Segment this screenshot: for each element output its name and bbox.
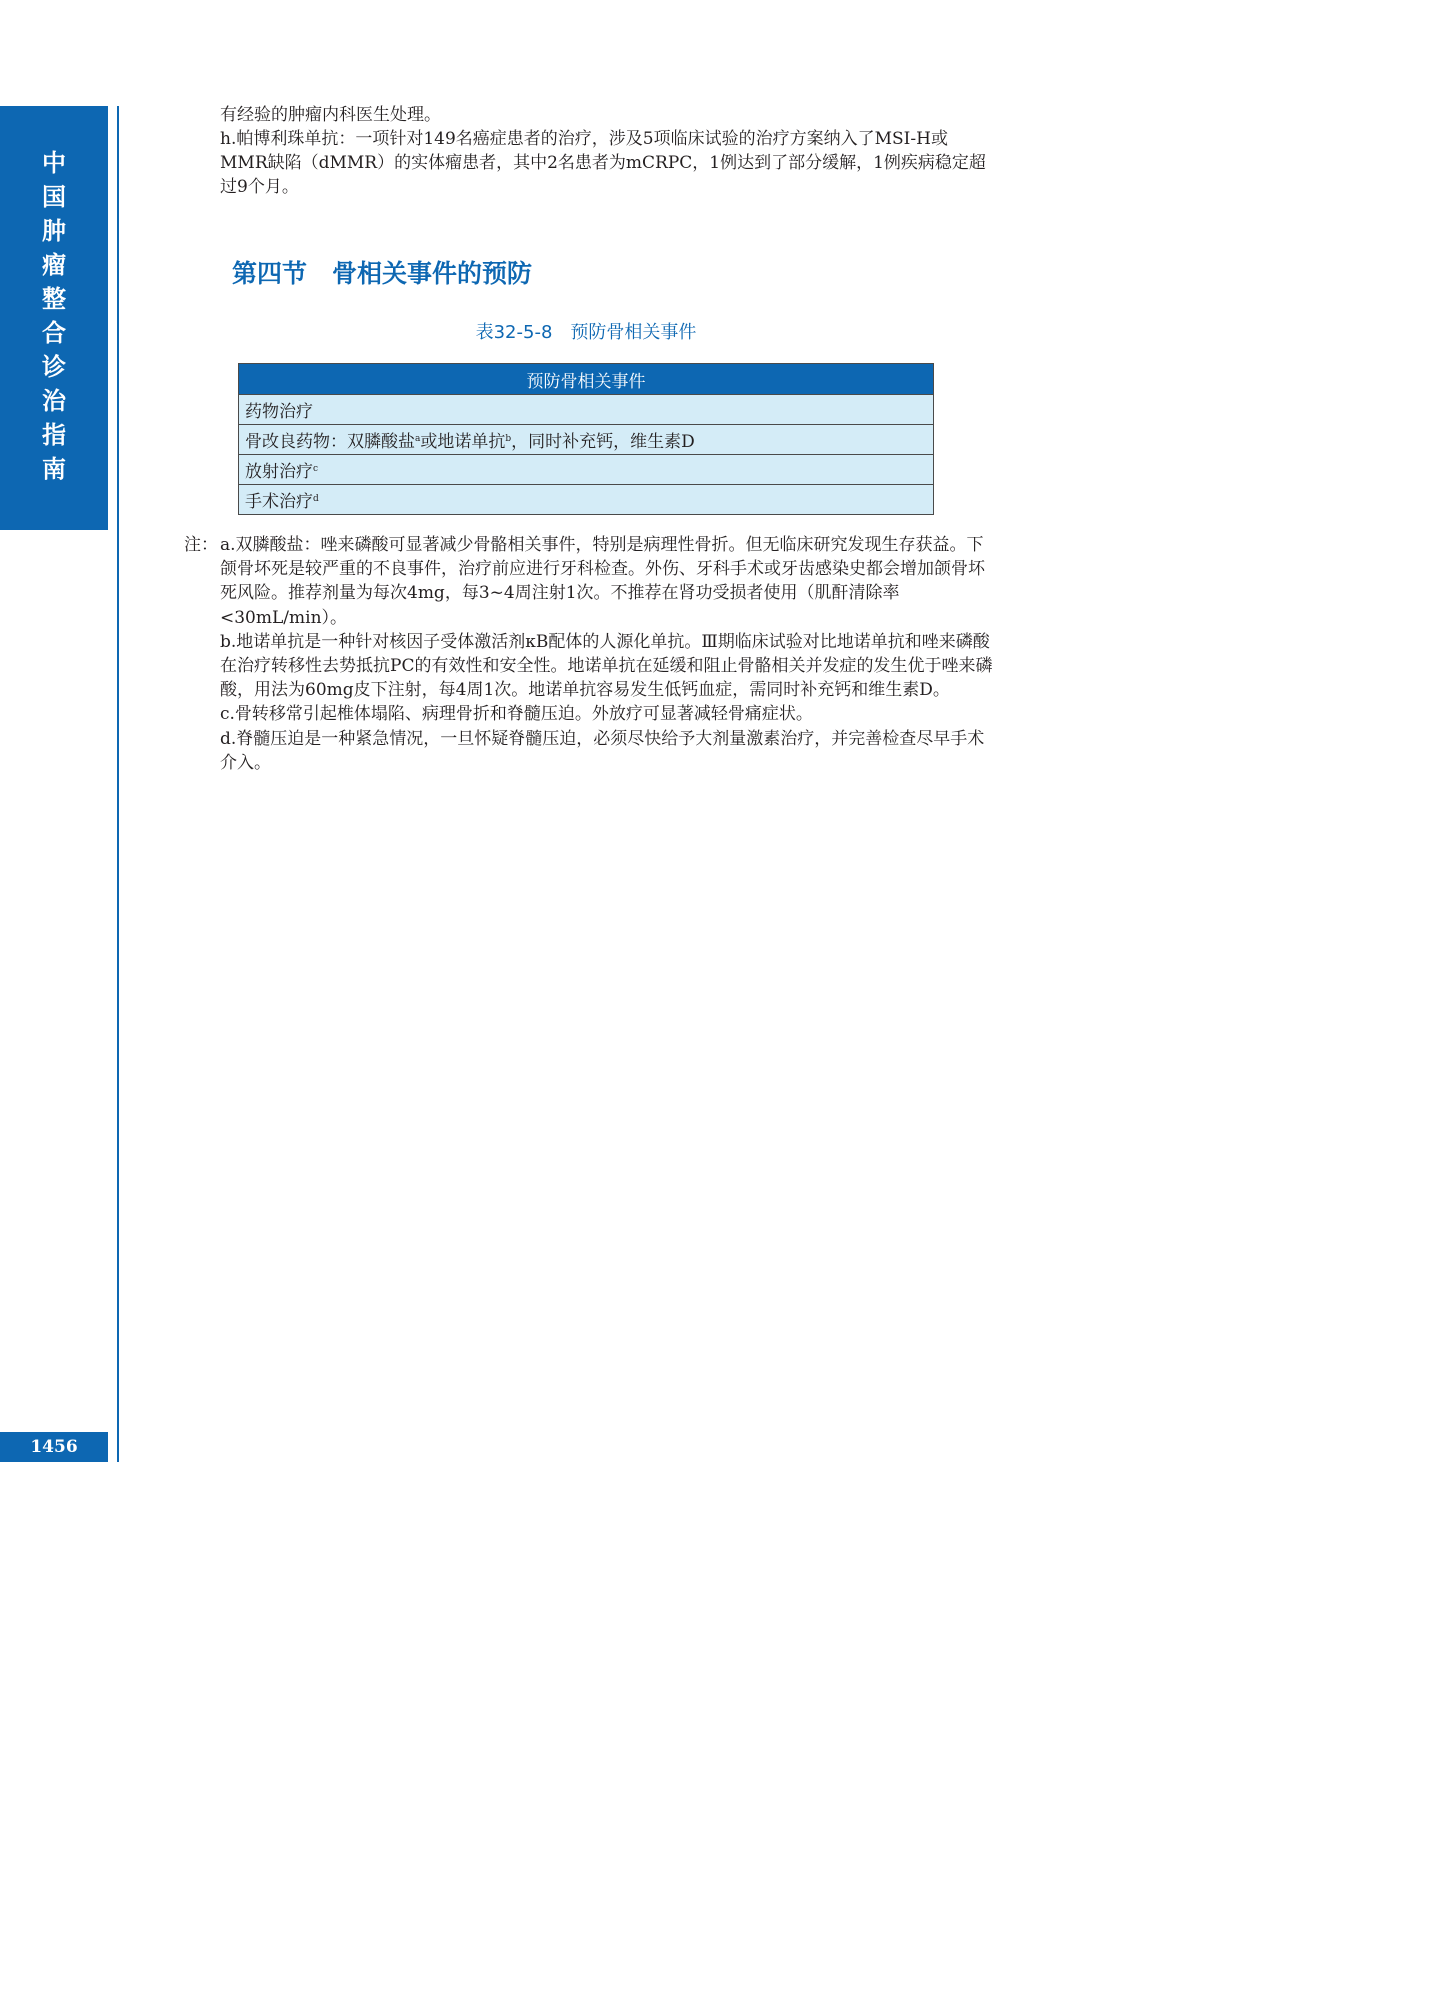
note-text: a.双膦酸盐：唑来磷酸可显著减少骨骼相关事件，特别是病理性骨折。但无临床研究发现生存获益。下颌骨坏死是较严重的不良事件，治疗前应进行牙科检查。外伤、牙科手术或牙齿感染史都会增加颌骨坏死风险。推荐剂量为每次4mg，每3~4周注射1次。不推荐在肾功受损者使用（肌酐清除率<30mL/min）。 (220, 535, 985, 628)
cell-text: 骨改良药物：双膦酸盐 (245, 432, 415, 452)
table-cell (239, 485, 934, 515)
table-notes (184, 533, 995, 775)
table-row (239, 455, 934, 485)
cell-text: ，同时补充钙，维生素D (511, 432, 695, 452)
book-title-char: 中 (42, 149, 66, 177)
section-title: 第四节 骨相关事件的预防 (232, 259, 533, 288)
book-title-vertical (0, 146, 108, 486)
table-row (239, 485, 934, 515)
footnote-marker: b (505, 434, 512, 444)
book-title-char: 诊 (42, 353, 66, 381)
book-title-char: 国 (42, 183, 66, 211)
table-cell (239, 455, 934, 485)
book-title-char: 整 (42, 285, 66, 313)
body-paragraph-continuation: 有经验的肿瘤内科医生处理。 (220, 105, 441, 125)
margin-rule (117, 106, 119, 1462)
table-header: 预防骨相关事件 (239, 364, 934, 395)
table-row (239, 395, 934, 425)
footnote-marker: c (313, 464, 319, 474)
cell-text: 手术治疗 (245, 492, 313, 512)
book-title-char: 南 (42, 455, 66, 483)
notes-label: 注： (184, 535, 218, 555)
body-paragraph-pembrolizumab: h.帕博利珠单抗：一项针对149名癌症患者的治疗，涉及5项临床试验的治疗方案纳入了MSI-H或MMR缺陷（dMMR）的实体瘤患者，其中2名患者为mCRPC，1例达到了部分缓解，1例疾病稳定超过9个月。 (220, 129, 986, 197)
book-title-char: 治 (42, 387, 66, 415)
table-header-row (239, 364, 934, 395)
cell-text: 或地诺单抗 (420, 432, 506, 452)
page-number: 1456 (0, 1432, 108, 1462)
book-title-char: 瘤 (42, 251, 66, 279)
note-d: d.脊髓压迫是一种紧急情况，一旦怀疑脊髓压迫，必须尽快给予大剂量激素治疗，并完善检查尽早手术介入。 (220, 728, 985, 773)
book-title-char: 肿 (42, 217, 66, 245)
table-cell (239, 425, 934, 455)
table-row (239, 425, 934, 455)
note-a (184, 533, 995, 630)
note-c: c.骨转移常引起椎体塌陷、病理骨折和脊髓压迫。外放疗可显著减轻骨痛症状。 (220, 704, 813, 725)
side-tab (0, 106, 108, 530)
table-cell: 药物治疗 (239, 395, 934, 425)
table-caption: 表32-5-8 预防骨相关事件 (475, 322, 697, 343)
footnote-marker: d (313, 494, 319, 504)
book-title-char: 指 (42, 421, 66, 449)
note-b: b.地诺单抗是一种针对核因子受体激活剂κB配体的人源化单抗。Ⅲ期临床试验对比地诺单抗和唑来磷酸在治疗转移性去势抵抗PC的有效性和安全性。地诺单抗在延缓和阻止骨骼相关并发症的发生优于唑来磷酸，用法为60mg皮下注射，每4周1次。地诺单抗容易发生低钙血症，需同时补充钙和维生素D。 (220, 631, 993, 701)
bone-events-table (238, 363, 934, 515)
cell-text: 放射治疗 (245, 462, 313, 482)
footnote-marker: a (415, 434, 421, 444)
book-title-char: 合 (42, 319, 66, 347)
